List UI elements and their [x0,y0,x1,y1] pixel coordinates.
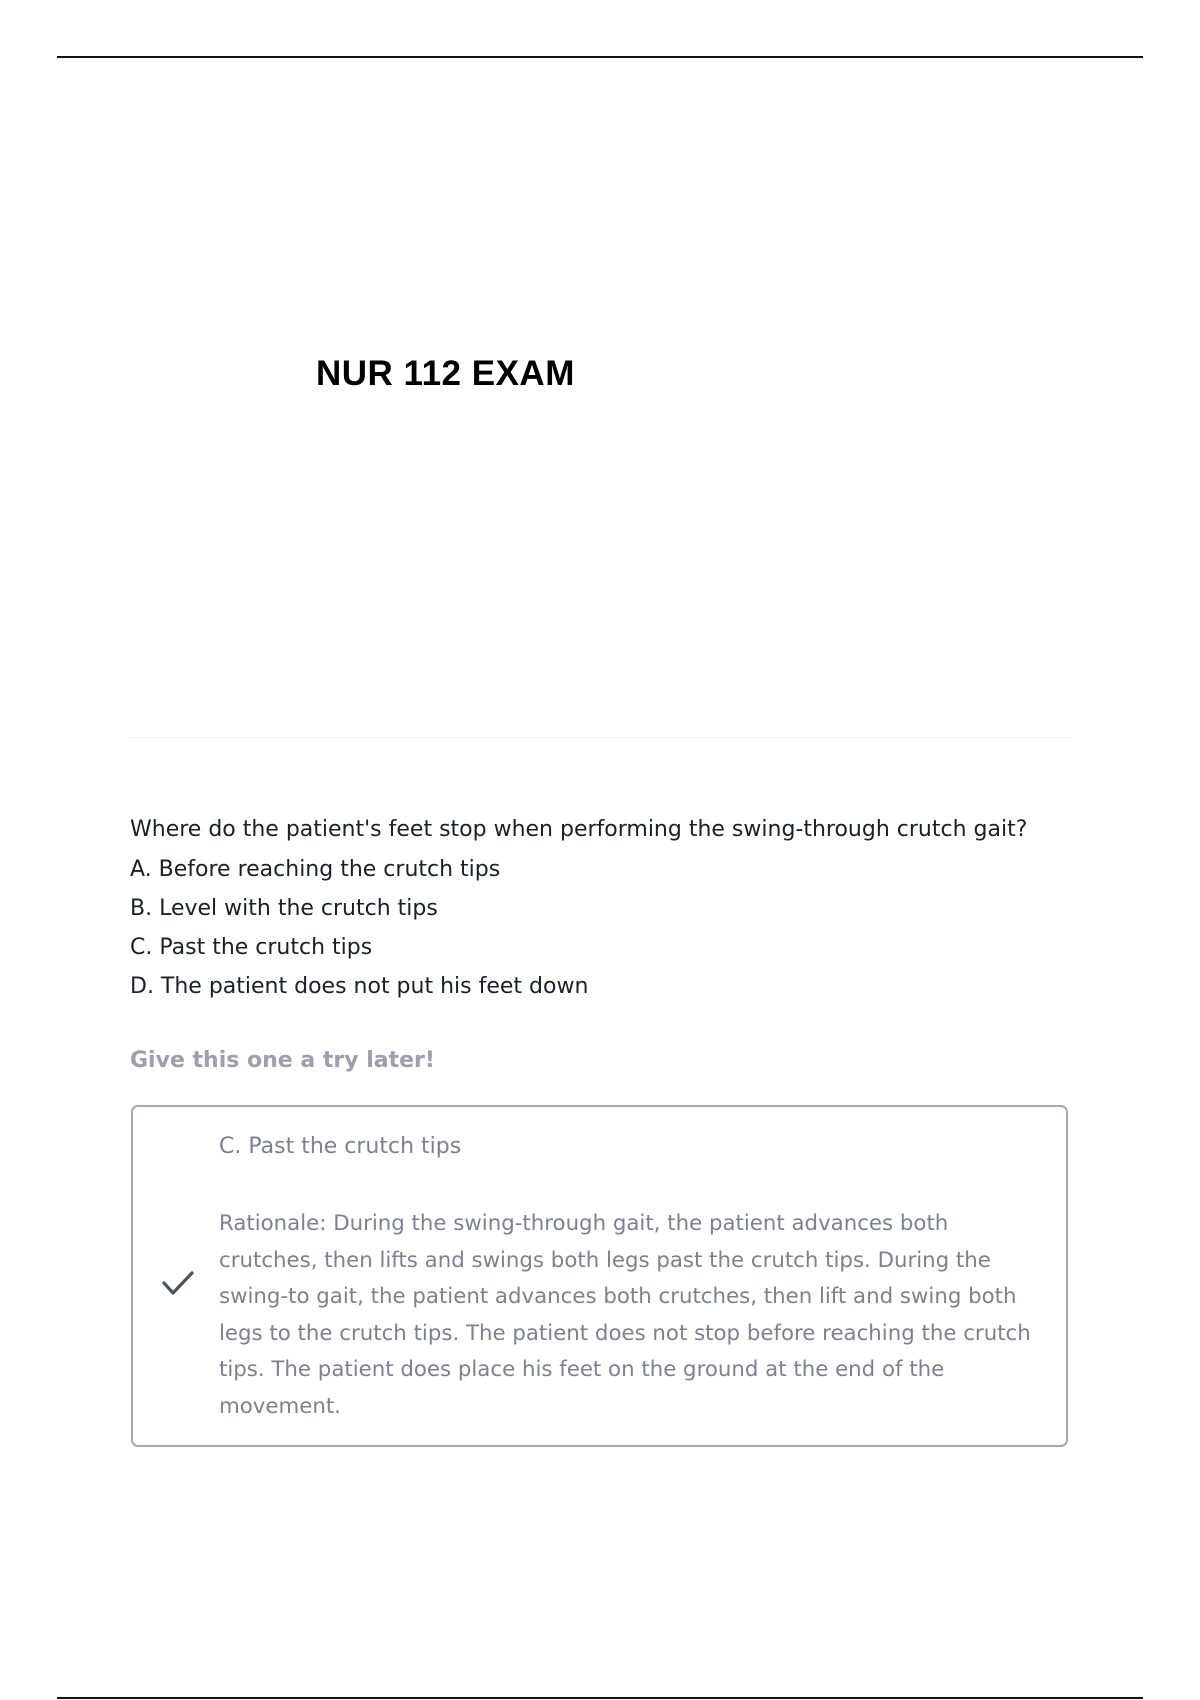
check-icon [160,1265,196,1301]
answer-card [131,1105,1068,1447]
option-a[interactable]: A. Before reaching the crutch tips [130,857,501,882]
option-d[interactable]: D. The patient does not put his feet down [130,974,589,999]
option-c[interactable]: C. Past the crutch tips [130,935,373,960]
option-b[interactable]: B. Level with the crutch tips [130,896,438,921]
question-block [130,816,1090,1012]
bottom-rule [57,1697,1143,1699]
correct-answer: C. Past the crutch tips [219,1134,462,1159]
section-divider [130,737,1070,738]
question-prompt: Where do the patient's feet stop when performing the swing-through crutch gait? [130,817,1028,842]
try-later-hint: Give this one a try later! [130,1048,435,1073]
rationale-text: Rationale: During the swing-through gait, the patient advances both crutches, then lifts and swings both legs past the crutch tips. During the swing-to gait, the patient advances both crutches, then lift and swing both legs to the crutch tips. The patient does not stop before reaching the crutch tips. The patient does place his feet on the ground at the end of the movement. [219,1211,1031,1419]
document-title: NUR 112 EXAM [316,354,575,393]
top-rule [57,56,1143,58]
answer-options [130,856,1090,1001]
